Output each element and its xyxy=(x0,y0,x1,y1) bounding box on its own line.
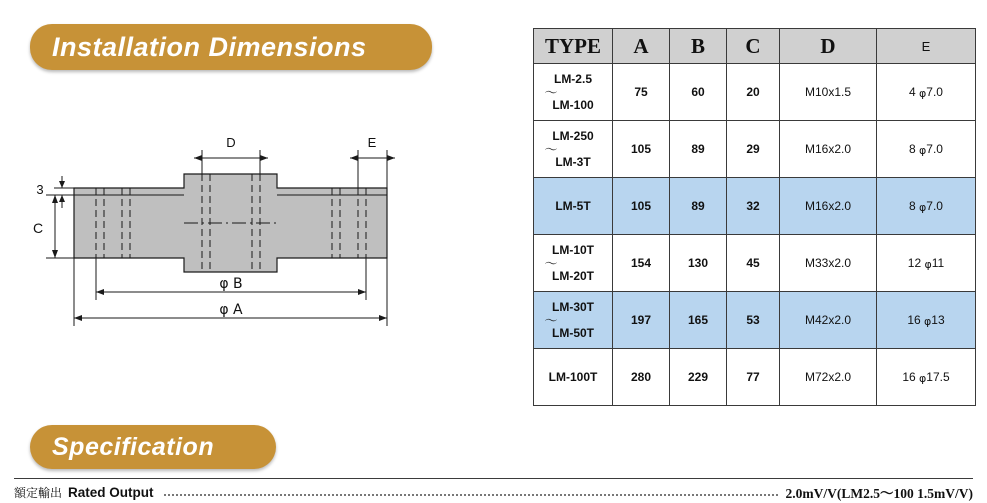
type-top: LM-5T xyxy=(555,198,591,213)
svg-text:C: C xyxy=(32,220,44,236)
phi-icon: φ xyxy=(924,314,932,328)
type-top: LM-100T xyxy=(548,369,598,384)
svg-text:φ A: φ A xyxy=(219,302,243,318)
phi-icon: φ xyxy=(919,371,927,385)
hole-diameter: 7.0 xyxy=(926,141,943,156)
cell-e xyxy=(877,292,976,349)
type-range-tilde: ～ xyxy=(544,255,558,271)
cell-a: 280 xyxy=(613,349,670,406)
hole-count: 8 xyxy=(909,198,916,213)
spec-leader-dots xyxy=(164,484,778,496)
table-row xyxy=(534,235,976,292)
cell-c: 53 xyxy=(727,292,780,349)
cell-d: M16x2.0 xyxy=(780,121,877,178)
cell-d: M16x2.0 xyxy=(780,178,877,235)
hole-diameter: 17.5 xyxy=(926,369,950,384)
svg-text:D: D xyxy=(226,135,236,150)
cell-c: 45 xyxy=(727,235,780,292)
column-header-b: B xyxy=(670,29,727,64)
table-row-highlighted xyxy=(534,292,976,349)
table-row xyxy=(534,121,976,178)
cell-e xyxy=(877,235,976,292)
hole-count: 8 xyxy=(909,141,916,156)
type-top: LM-2.5 xyxy=(553,71,592,86)
spec-label-english: Rated Output xyxy=(68,484,154,500)
hole-diameter: 11 xyxy=(931,255,945,270)
column-header-type: TYPE xyxy=(534,29,613,64)
load-cell-drawing xyxy=(24,130,454,370)
cell-b: 89 xyxy=(670,178,727,235)
specification-heading: Specification xyxy=(30,425,276,469)
cell-type xyxy=(534,121,613,178)
type-bottom: LM-100 xyxy=(552,97,594,112)
type-bottom: LM-20T xyxy=(552,268,594,283)
cell-d: M72x2.0 xyxy=(780,349,877,406)
hole-count: 12 xyxy=(907,255,922,270)
installation-dimensions-table xyxy=(533,28,976,406)
type-range-tilde: ～ xyxy=(544,312,558,328)
svg-text:E: E xyxy=(367,135,377,150)
cell-e xyxy=(877,121,976,178)
cell-a: 105 xyxy=(613,121,670,178)
cell-d: M10x1.5 xyxy=(780,64,877,121)
cell-b: 60 xyxy=(670,64,727,121)
cell-a: 154 xyxy=(613,235,670,292)
svg-text:3: 3 xyxy=(36,182,44,197)
hole-count: 4 xyxy=(909,84,916,99)
cell-c: 20 xyxy=(727,64,780,121)
cell-b: 89 xyxy=(670,121,727,178)
column-header-c: C xyxy=(727,29,780,64)
table-header-row xyxy=(534,29,976,64)
cell-e xyxy=(877,64,976,121)
cell-type xyxy=(534,64,613,121)
svg-text:φ B: φ B xyxy=(219,276,243,292)
type-bottom: LM-50T xyxy=(552,325,594,340)
hole-diameter: 7.0 xyxy=(926,198,943,213)
type-top: LM-10T xyxy=(552,242,594,257)
cell-b: 165 xyxy=(670,292,727,349)
phi-icon: φ xyxy=(919,143,927,157)
spec-label-japanese: 額定輸出 xyxy=(14,485,63,500)
cell-c: 77 xyxy=(727,349,780,406)
cell-type xyxy=(534,292,613,349)
cell-d: M33x2.0 xyxy=(780,235,877,292)
spec-divider xyxy=(14,478,973,479)
phi-icon: φ xyxy=(919,200,927,214)
type-bottom: LM-3T xyxy=(555,154,591,169)
cell-a: 105 xyxy=(613,178,670,235)
cell-c: 32 xyxy=(727,178,780,235)
cell-b: 229 xyxy=(670,349,727,406)
type-range-tilde: ～ xyxy=(544,84,558,100)
cell-e xyxy=(877,178,976,235)
column-header-d: D xyxy=(780,29,877,64)
cell-a: 197 xyxy=(613,292,670,349)
type-range-tilde: ～ xyxy=(544,141,558,157)
cell-type xyxy=(534,235,613,292)
spec-value: 2.0mV/V(LM2.5～100 1.5mV/V) xyxy=(785,486,973,501)
hole-count: 16 xyxy=(907,312,921,327)
phi-icon: φ xyxy=(924,257,932,271)
cell-b: 130 xyxy=(670,235,727,292)
cell-type xyxy=(534,178,613,235)
spec-rated-output-row xyxy=(14,481,973,503)
type-top: LM-250 xyxy=(552,128,594,143)
table-row xyxy=(534,349,976,406)
table-row xyxy=(534,64,976,121)
column-header-e: E xyxy=(877,29,976,64)
column-header-a: A xyxy=(613,29,670,64)
cell-a: 75 xyxy=(613,64,670,121)
cell-type xyxy=(534,349,613,406)
cell-e xyxy=(877,349,976,406)
phi-icon: φ xyxy=(919,86,927,100)
table-row-highlighted xyxy=(534,178,976,235)
hole-count: 16 xyxy=(902,369,916,384)
installation-dimensions-heading: Installation Dimensions xyxy=(30,24,432,70)
hole-diameter: 7.0 xyxy=(926,84,943,99)
hole-diameter: 13 xyxy=(931,312,945,327)
type-top: LM-30T xyxy=(552,299,594,314)
cell-c: 29 xyxy=(727,121,780,178)
cell-d: M42x2.0 xyxy=(780,292,877,349)
